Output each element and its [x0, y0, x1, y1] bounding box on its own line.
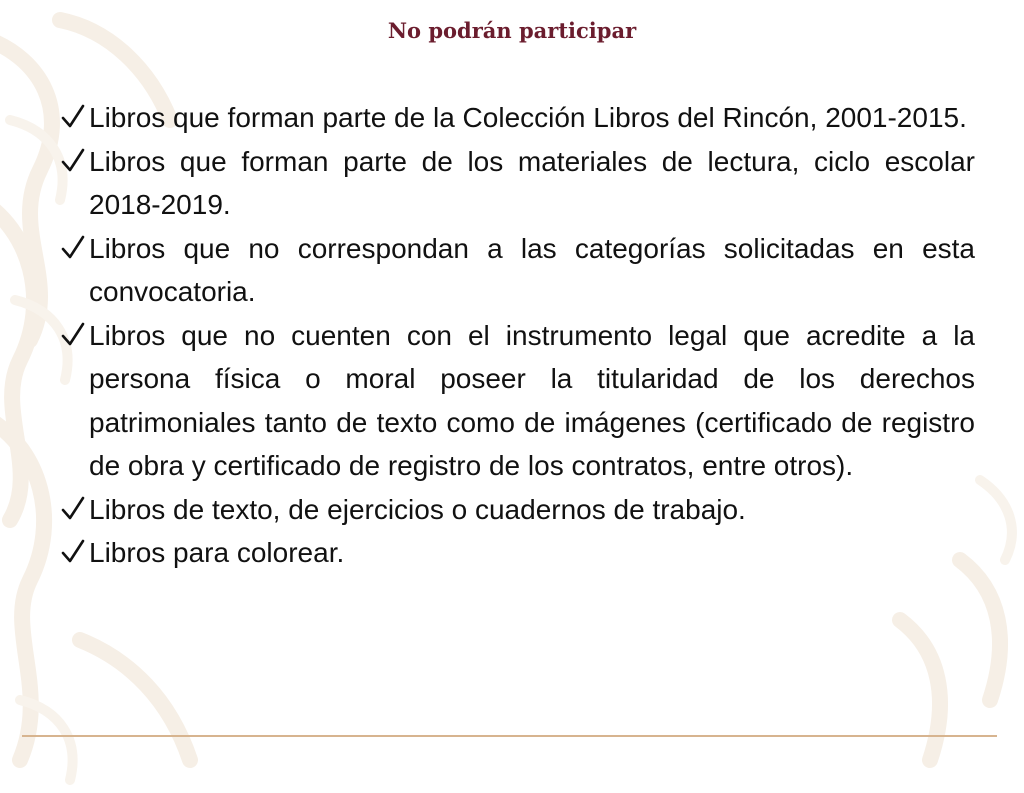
list-item [60, 96, 975, 140]
list-item-text: Libros que no cuenten con el instrumento legal que acredite a la persona física o moral poseer la titularidad de los derechos patrimoniales tanto de texto como de imágenes (certificado de registro de obra y certificado de registro de los contratos, entre otros). [89, 319, 975, 481]
list-item-text: Libros de texto, de ejercicios o cuadernos de trabajo. [89, 493, 746, 525]
slide-title: No podrán participar [387, 18, 637, 43]
list-item [60, 488, 975, 532]
footer-divider [22, 735, 997, 737]
check-icon [60, 314, 86, 358]
list-item [60, 314, 975, 488]
check-icon [60, 140, 86, 184]
list-item [60, 531, 975, 575]
check-icon [60, 227, 86, 271]
check-icon [60, 488, 86, 532]
list-item-text: Libros que no correspondan a las categorías solicitadas en esta convocatoria. [89, 232, 975, 307]
list-item-text: Libros para colorear. [89, 537, 345, 568]
list-item-text: Libros que forman parte de los materiales de lectura, ciclo escolar 2018-2019. [89, 145, 975, 220]
exclusion-list [60, 96, 975, 575]
list-item [60, 227, 975, 314]
check-icon [60, 96, 86, 140]
list-item-text: Libros que forman parte de la Colección Libros del Rincón, 2001-2015. [89, 102, 967, 133]
list-item [60, 140, 975, 227]
check-icon [60, 531, 86, 575]
